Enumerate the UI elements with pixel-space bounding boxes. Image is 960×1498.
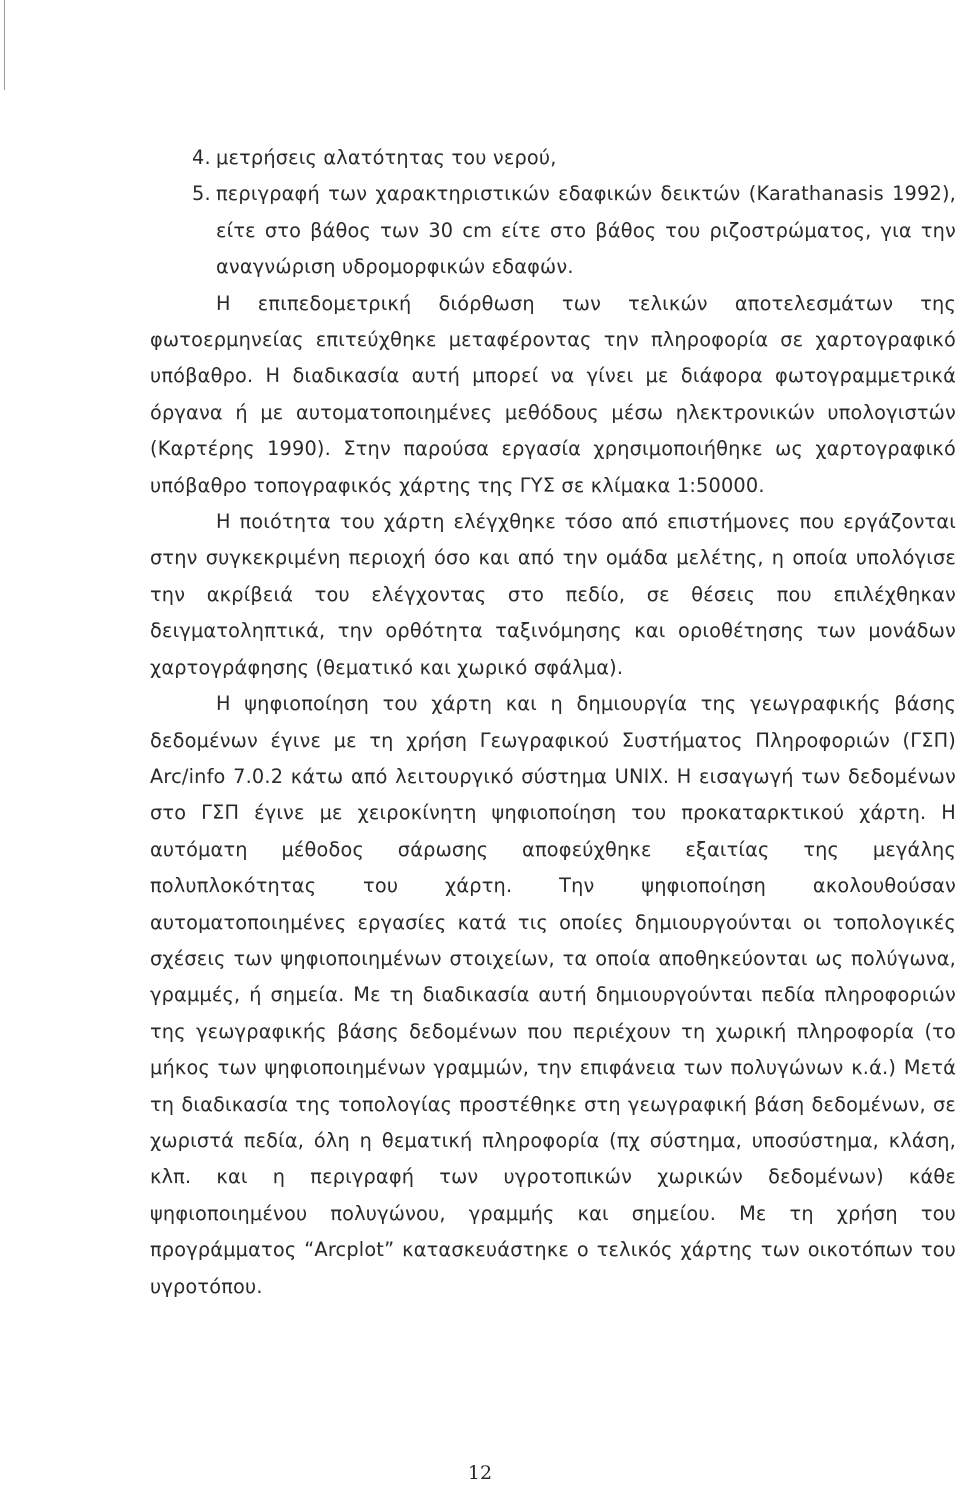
list-item xyxy=(150,176,956,285)
list-item-text: μετρήσεις αλατότητας του νερού, xyxy=(216,146,557,169)
paragraph: Η ψηφιοποίηση του χάρτη και η δημιουργία της γεωγραφικής βάσης δεδομένων έγινε με τη χρήση Γεωγραφικού Συστήματος Πληροφοριών (ΓΣΠ) Arc/info 7.0.2 κάτω από λειτουργικό σύστημα UNIX. Η εισαγωγή των δεδομένων στο ΓΣΠ έγινε με χειροκίνητη ψηφιοποίηση του προκαταρκτικού χάρτη. Η αυτόματη μέθοδος σάρωσης αποφεύχθηκε εξαιτίας της μεγάλης πολυπλοκότητας του χάρτη. Την ψηφιοποίηση ακολουθούσαν αυτοματοποιημένες εργασίες κατά τις οποίες δημιουργούνται οι τοπολογικές σχέσεις των ψηφιοποιημένων στοιχείων, τα οποία αποθηκεύονται ως πολύγωνα, γραμμές, ή σημεία. Με τη διαδικασία αυτή δημιουργούνται πεδία πληροφοριών της γεωγραφικής βάσης δεδομένων που περιέχουν τη χωρική πληροφορία (το μήκος των ψηφιοποιημένων γραμμών, την επιφάνεια των πολυγώνων κ.ά.) Μετά τη διαδικασία της τοπολογίας προστέθηκε στη γεωγραφική βάση δεδομένων, σε χωριστά πεδία, όλη η θεματική πληροφορία (πχ σύστημα, υποσύστημα, κλάση, κλπ. και η περιγραφή των υγροτοπικών χωρικών δεδομένων) κάθε ψηφιοποιημένου πολυγώνου, γραμμής και σημείου. Με τη χρήση του προγράμματος “Arcplot” κατασκευάστηκε ο τελικός χάρτης των οικοτόπων του υγροτόπου. xyxy=(150,692,956,1298)
list-item xyxy=(150,140,956,176)
page-number: 12 xyxy=(467,1462,493,1484)
paragraph: Η επιπεδομετρική διόρθωση των τελικών αποτελεσμάτων της φωτοερμηνείας επιτεύχθηκε μεταφέροντας την πληροφορία σε χαρτογραφικό υπόβαθρο. Η διαδικασία αυτή μπορεί να γίνει με διάφορα φωτογραμμετρικά όργανα ή με αυτοματοποιημένες μεθόδους μέσω ηλεκτρονικών υπολογιστών (Καρτέρης 1990). Στην παρούσα εργασία χρησιμοποιήθηκε ως χαρτογραφικό υπόβαθρο τοπογραφικός χάρτης της ΓΥΣ σε κλίμακα 1:50000. xyxy=(150,291,956,497)
list-item-number: 4. xyxy=(192,146,211,169)
list-item-number: 5. xyxy=(192,182,211,206)
scan-edge-line xyxy=(4,0,5,90)
paragraph: Η ποιότητα του χάρτη ελέγχθηκε τόσο από επιστήμονες που εργάζονται στην συγκεκριμένη περιοχή όσο και από την ομάδα μελέτης, η οποία υπολόγισε την ακρίβειά του ελέγχοντας στο πεδίο, σε θέσεις που επιλέχθηκαν δειγματοληπτικά, την ορθότητα ταξινόμησης και οριοθέτησης των μονάδων χαρτογράφησης (θεματικό και χωρικό σφάλμα). xyxy=(150,510,956,679)
list-item-text: περιγραφή των χαρακτηριστικών εδαφικών δεικτών (Karathanasis 1992), είτε στο βάθος των 30 cm είτε στο βάθος του ριζοστρώματος, για την αναγνώριση υδρομορφικών εδαφών. xyxy=(216,182,956,279)
body-text xyxy=(150,140,956,1305)
